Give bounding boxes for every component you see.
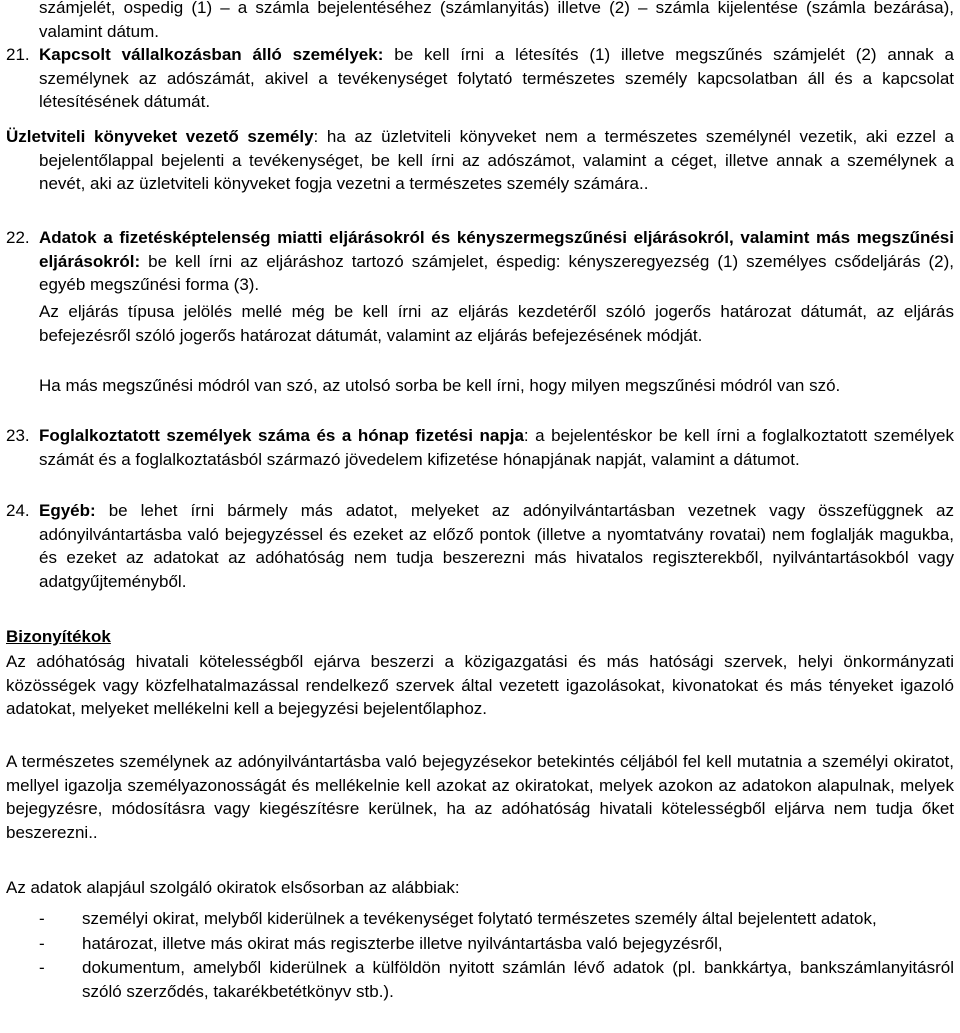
paragraph-title: Üzletviteli könyveket vezető személy: [6, 127, 314, 146]
paragraph-text: Ha más megszűnési módról van szó, az utolsó sorba be kell írni, hogy milyen megszűnési módról van szó.: [39, 376, 841, 395]
paragraph-text: Az adatok alapjául szolgáló okiratok elsősorban az alábbiak:: [6, 878, 460, 897]
section-heading: [0, 625, 960, 649]
list-item-text: személyi okirat, melyből kiderülnek a tevékenységet folytató természetes személy által bejelentett adatok,: [82, 909, 877, 928]
paragraph-body: : ha az üzletviteli könyveket nem a természetes személynél vezetik, aki ezzel a bejelentőlappal bejelenti a tevékenységet, be kell írni az adószámot, valamint a céget, illetve annak a személynek a nevét, aki az üzletviteli könyveket fogja vezetni a természetes személy számára..: [39, 127, 955, 193]
paragraph-text: A természetes személynek az adónyilvántartásba való bejegyzésekor betekintés céljából fel kell mutatnia a személyi okiratot, mellyel igazolja személyazonosságát és mellékelnie kell azokat az okiratokat, melyek azokon az adatokon alapulnak, melyek bejegyzésre, módosításra vagy kiegészítésre kerülnek, ha az adóhatóság hivatali kötelességből eljárva nem tudja őket beszerezni..: [6, 752, 954, 842]
item-title: Adatok a fizetésképtelenség miatti eljárásokról és kényszermegszűnési eljárásokról, valamint más megszűnési eljárásokról:: [39, 228, 954, 271]
item-23: [0, 424, 960, 471]
document-list: [0, 907, 960, 1003]
paragraph-text: Az adóhatóság hivatali kötelességből ejárva beszerzi a közigazgatási és más hatósági szervek, helyi önkormányzati közösségek vagy közfelhatalmazással rendelkező szervek által vezetett igazolásokat, kivonatokat és más tényeket igazoló adatokat, melyeket mellékelni kell a bejegyzési bejelentőlaphoz.: [6, 652, 954, 718]
list-bullet: -: [39, 958, 45, 977]
continuation-text: számjelét, ospedig (1) – a számla bejelentéséhez (számlanyitás) illetve (2) – számla kijelentése (számla bezárása), valamint dátum.: [39, 0, 954, 41]
item-22-para-3: [0, 374, 960, 398]
item-title: Egyéb:: [39, 501, 96, 520]
item-title: Kapcsolt vállalkozásban álló személyek:: [39, 45, 384, 64]
evidence-paragraph-2: [0, 750, 960, 844]
item-24: [0, 499, 960, 593]
list-bullet: -: [39, 909, 45, 928]
item-number: 21.: [6, 45, 30, 64]
item-22-para-2: [0, 300, 960, 347]
uzletviteli-paragraph: [0, 125, 960, 196]
item-number: 22.: [6, 228, 30, 247]
list-item: [0, 932, 960, 956]
list-item: [0, 956, 960, 1003]
item-body: be kell írni az eljáráshoz tartozó számjelet, éspedig: kényszeregyezség (1) személyes csődeljárás (2), egyéb megszűnési forma (3).: [39, 251, 954, 294]
item-body: : a bejelentéskor be kell írni a foglalkoztatott személyek számát és a foglalkoztatásból származó jövedelem kifizetése hónapjának napját, valamint a dátumot.: [39, 426, 954, 469]
paragraph-text: Az eljárás típusa jelölés mellé még be kell írni az eljárás kezdetéről szóló jogerős határozat dátumát, az eljárás befejezésről szóló jogerős határozat dátumát, valamint az eljárás befejezésének módját.: [39, 302, 954, 345]
item-body: be lehet írni bármely más adatot, melyeket az adónyilvántartásban vezetnek vagy összefüggnek az adónyilvántartásba való bejegyzéssel és ezeket az előző pontok (illetve a nyomtatvány rovatai) nem foglalják magukba, és ezeket az adatokat az adóhatóság nem tudja beszerezni más hivatalos regiszterekből, nyilvántartásokból vagy adatgyűjteményből.: [39, 501, 954, 591]
heading-text: Bizonyítékok: [6, 627, 111, 646]
list-item: [0, 907, 960, 931]
item-21: [0, 43, 960, 114]
evidence-paragraph-1: [0, 650, 960, 721]
item-22: [0, 226, 960, 297]
continuation-paragraph: [0, 0, 960, 43]
evidence-paragraph-3: [0, 876, 960, 900]
item-body: be kell írni a létesítés (1) illetve megszűnés számjelét (2) annak a személynek az adószámát, akivel a tevékenységet folytató természetes személy kapcsolatban áll és a kapcsolat létesítésének dátumát.: [39, 45, 954, 111]
list-bullet: -: [39, 933, 45, 953]
item-number: 23.: [6, 426, 30, 445]
item-number: 24.: [6, 501, 30, 520]
list-item-text: dokumentum, amelyből kiderülnek a külföldön nyitott számlán lévő adatok (pl. bankkártya, bankszámlanyitásról szóló szerződés, takarékbetétkönyv stb.).: [82, 958, 954, 1001]
list-item-text: határozat, illetve más okirat más regiszterbe illetve nyilvántartásba való bejegyzésről,: [82, 933, 723, 953]
item-title: Foglalkoztatott személyek száma és a hónap fizetési napja: [39, 426, 524, 445]
